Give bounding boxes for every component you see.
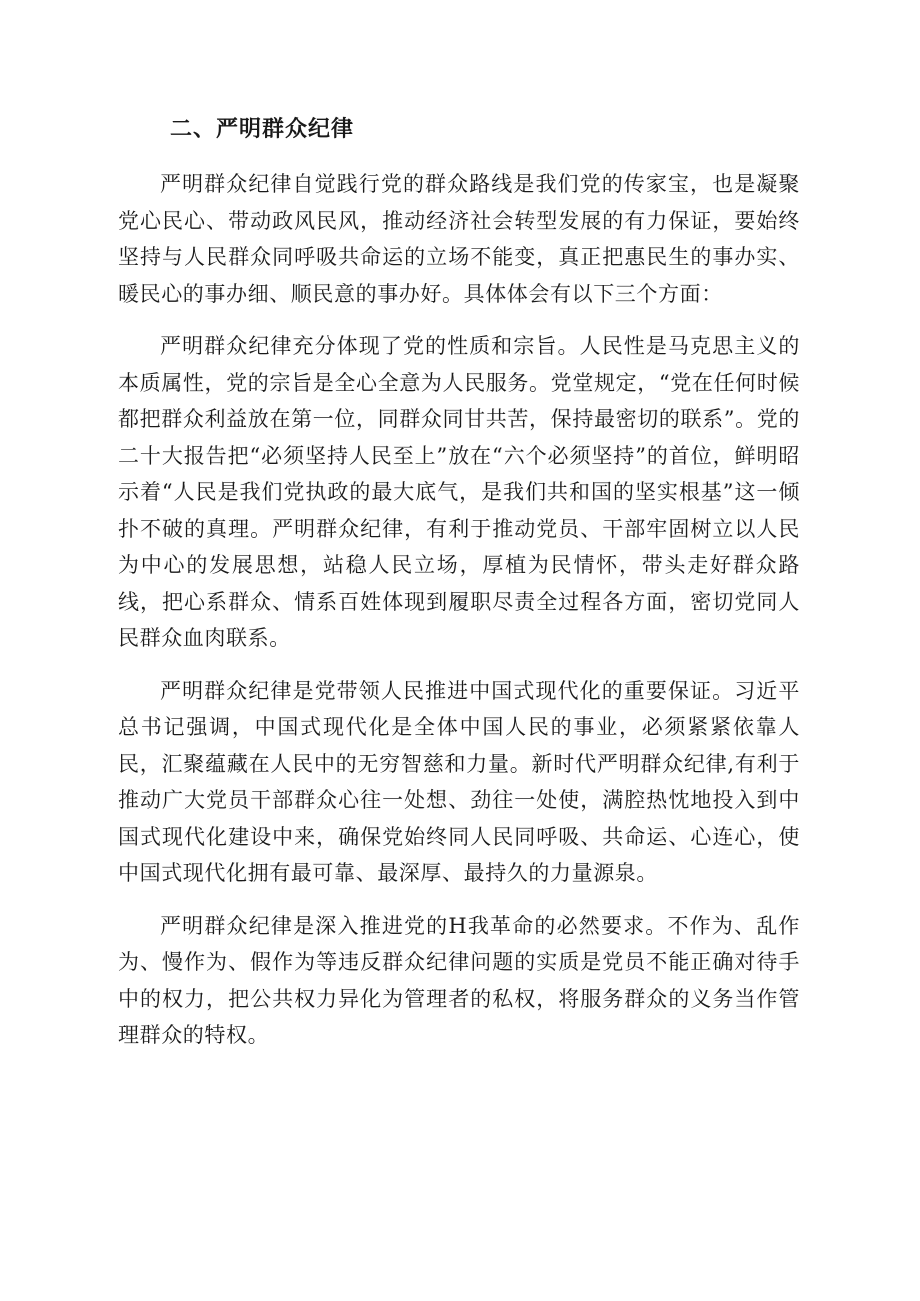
- section-heading: 二、严明群众纪律: [170, 117, 355, 142]
- document-body: [118, 108, 800, 1070]
- paragraph-modernization: 严明群众纪律是党带领人民推进中国式现代化的重要保证。习近平总书记强调，中国式现代化是全体中国人民的事业，必须紧紧依靠人民，汇聚蕴藏在人民中的无穷智慈和力量。新时代严明群众纪律,有利于推动广大党员干部群众心往一处想、劲往一处使，满腔热忱地投入到中国式现代化建设中来，确保党始终同人民同呼吸、共命运、心连心，使中国式现代化拥有最可靠、最深厚、最持久的力量源泉。: [118, 678, 800, 885]
- paragraph-intro: 严明群众纪律自觉践行党的群众路线是我们党的传家宝，也是凝聚党心民心、带动政风民风，推动经济社会转型发展的有力保证，要始终坚持与人民群众同呼吸共命运的立场不能变，真正把惠民生的事办实、暖民心的事办细、顺民意的事办好。具体体会有以下三个方面：: [118, 172, 800, 306]
- paragraph-self-revolution: 严明群众纪律是深入推进党的H我革命的必然要求。不作为、乱作为、慢作为、假作为等违反群众纪律问题的实质是党员不能正确对待手中的权力，把公共权力异化为管理者的私权，将服务群众的义务当作管理群众的特权。: [118, 913, 800, 1047]
- paragraph-nature-purpose: 严明群众纪律充分体现了党的性质和宗旨。人民性是马克思主义的本质属性，党的宗旨是全心全意为人民服务。党堂规定，“党在任何时候都把群众利益放在第一位，同群众同甘共苦，保持最密切的联系”。党的二十大报告把“必须坚持人民至上”放在“六个必须坚持”的首位，鲜明昭示着“人民是我们党执政的最大底气，是我们共和国的坚实根基”这一倾扑不破的真理。严明群众纪律，有利于推动党员、干部牢固树立以人民为中心的发展思想，站稳人民立场，厚植为民情怀，带头走好群众路线，把心系群众、情系百姓体现到履职尽责全过程各方面，密切党同人民群众血肉联系。: [118, 334, 800, 650]
